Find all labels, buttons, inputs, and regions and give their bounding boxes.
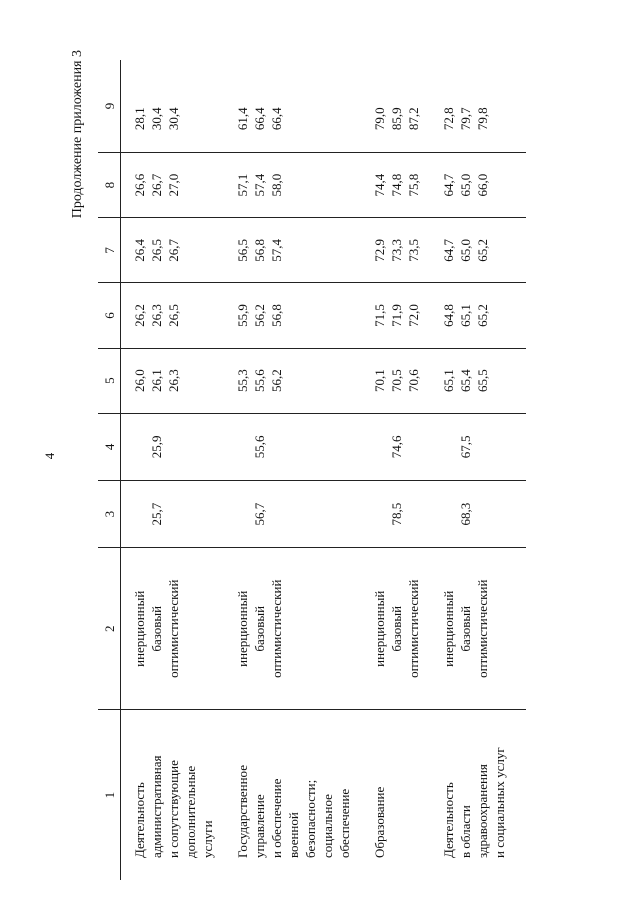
activity-cell <box>121 710 235 880</box>
value: 73,5 <box>406 238 421 262</box>
value: 25,7 <box>149 502 164 526</box>
value: 71,9 <box>389 304 404 327</box>
value: 72,8 <box>441 107 456 131</box>
column-header: 1 <box>98 710 121 880</box>
activity-line: управление <box>252 794 267 858</box>
scenario-cell <box>121 548 235 710</box>
column-header: 3 <box>98 481 121 548</box>
value: 65,2 <box>475 304 490 327</box>
value: 74,4 <box>372 173 387 197</box>
value: 72,0 <box>406 304 421 327</box>
value: 79,7 <box>458 107 473 131</box>
scenario-line: базовый <box>252 605 267 652</box>
value: 26,0 <box>132 369 147 393</box>
continuation-title: Продолжение приложения 3 <box>70 50 85 219</box>
activity-cell <box>234 710 371 880</box>
value: 26,6 <box>132 173 147 197</box>
activity-line: и обеспечение <box>269 778 284 858</box>
value-cell <box>234 413 371 480</box>
scenario-cell <box>440 548 526 710</box>
value: 65,0 <box>458 238 473 262</box>
activity-line: безопасности; <box>303 779 318 858</box>
value: 64,8 <box>441 304 456 327</box>
column-header: 2 <box>98 548 121 710</box>
value-cell <box>121 60 235 153</box>
value-cell <box>234 153 371 218</box>
value: 26,5 <box>149 238 164 262</box>
value: 55,3 <box>235 369 250 393</box>
table-row <box>121 60 235 880</box>
value: 70,6 <box>406 369 421 393</box>
value: 56,8 <box>252 238 267 262</box>
value-cell <box>234 283 371 348</box>
column-header: 7 <box>98 218 121 283</box>
scenario-line: инерционный <box>235 590 250 667</box>
value: 26,2 <box>132 304 147 327</box>
value: 85,9 <box>389 107 404 131</box>
value: 65,2 <box>475 238 490 262</box>
value-cell <box>440 413 526 480</box>
value: 70,5 <box>389 369 404 393</box>
value: 66,0 <box>475 173 490 197</box>
value-cell <box>440 481 526 548</box>
value: 28,1 <box>132 107 147 131</box>
value: 26,3 <box>166 369 181 393</box>
value-cell <box>440 283 526 348</box>
scenario-line: базовый <box>458 605 473 652</box>
value: 55,6 <box>252 369 267 393</box>
activity-line: и социальных услуг <box>492 747 507 858</box>
value-cell <box>234 481 371 548</box>
value: 27,0 <box>166 173 181 197</box>
column-header: 5 <box>98 348 121 413</box>
column-header: 6 <box>98 283 121 348</box>
table-header <box>98 60 121 880</box>
value: 26,3 <box>149 304 164 327</box>
scenario-line: инерционный <box>372 590 387 667</box>
table-row <box>234 60 371 880</box>
value: 56,8 <box>269 304 284 327</box>
column-header: 8 <box>98 153 121 218</box>
value: 57,1 <box>235 173 250 197</box>
value: 55,9 <box>235 304 250 327</box>
page-number: 4 <box>42 452 57 460</box>
value: 26,1 <box>149 369 164 393</box>
value-cell <box>371 218 440 283</box>
value: 57,4 <box>252 173 267 197</box>
activity-line: Деятельность <box>132 782 147 858</box>
value: 68,3 <box>458 502 473 526</box>
value: 65,0 <box>458 173 473 197</box>
rotated-table-page <box>70 40 610 880</box>
column-header: 9 <box>98 60 121 153</box>
activity-line: административная <box>149 755 164 858</box>
activity-line: Деятельность <box>441 782 456 858</box>
activity-line: Образование <box>372 786 387 858</box>
value-cell <box>121 481 235 548</box>
value-cell <box>121 348 235 413</box>
scenario-line: базовый <box>389 605 404 652</box>
value: 79,0 <box>372 107 387 131</box>
activity-line: обеспечение <box>337 788 352 858</box>
scenario-line: оптимистический <box>269 579 284 678</box>
activity-cell <box>440 710 526 880</box>
value: 87,2 <box>406 107 421 131</box>
value: 72,9 <box>372 238 387 262</box>
value: 57,4 <box>269 238 284 262</box>
value: 73,3 <box>389 238 404 262</box>
value-cell <box>371 481 440 548</box>
activity-line: социальное <box>320 794 335 858</box>
value-cell <box>121 283 235 348</box>
value: 56,5 <box>235 238 250 262</box>
value-cell <box>440 218 526 283</box>
activity-line: здравоохранения <box>475 764 490 858</box>
value: 26,5 <box>166 304 181 327</box>
table-row <box>371 60 440 880</box>
value: 64,7 <box>441 238 456 262</box>
value: 67,5 <box>458 435 473 459</box>
value: 65,1 <box>458 304 473 327</box>
scenario-line: базовый <box>149 605 164 652</box>
value: 30,4 <box>149 107 164 131</box>
value: 70,1 <box>372 369 387 393</box>
value-cell <box>440 153 526 218</box>
column-header: 4 <box>98 413 121 480</box>
value: 78,5 <box>389 502 404 526</box>
value-cell <box>121 413 235 480</box>
value-cell <box>371 153 440 218</box>
value: 30,4 <box>166 107 181 131</box>
value: 65,5 <box>475 369 490 393</box>
table-row <box>440 60 526 880</box>
value: 65,1 <box>441 369 456 393</box>
activity-line: Государственное <box>235 765 250 858</box>
value-cell <box>234 348 371 413</box>
value-cell <box>121 153 235 218</box>
activity-line: в области <box>458 805 473 858</box>
value-cell <box>234 60 371 153</box>
activity-line: дополнительные <box>183 765 198 858</box>
scenario-line: оптимистический <box>166 579 181 678</box>
value: 55,6 <box>252 435 267 459</box>
value-cell <box>440 60 526 153</box>
value-cell <box>371 283 440 348</box>
scenario-line: инерционный <box>132 590 147 667</box>
scenario-line: оптимистический <box>475 579 490 678</box>
scenario-cell <box>234 548 371 710</box>
value: 26,7 <box>166 238 181 262</box>
value: 64,7 <box>441 173 456 197</box>
scenario-cell <box>371 548 440 710</box>
value: 79,8 <box>475 107 490 131</box>
value: 26,4 <box>132 238 147 262</box>
activity-line: и сопутствующие <box>166 760 181 858</box>
value-cell <box>440 348 526 413</box>
value: 61,4 <box>235 107 250 131</box>
value: 75,8 <box>406 173 421 197</box>
value-cell <box>234 218 371 283</box>
value: 56,7 <box>252 502 267 526</box>
value: 56,2 <box>269 369 284 393</box>
activity-line: военной <box>286 812 301 858</box>
activity-cell <box>371 710 440 880</box>
activity-line: услуги <box>200 820 215 858</box>
value: 56,2 <box>252 304 267 327</box>
value: 74,8 <box>389 173 404 197</box>
value: 74,6 <box>389 435 404 459</box>
value-cell <box>371 413 440 480</box>
value: 58,0 <box>269 173 284 197</box>
value-cell <box>121 218 235 283</box>
value: 71,5 <box>372 304 387 327</box>
value: 26,7 <box>149 173 164 197</box>
table-body <box>121 60 527 880</box>
value: 66,4 <box>252 107 267 131</box>
value-cell <box>371 60 440 153</box>
value-cell <box>371 348 440 413</box>
value: 66,4 <box>269 107 284 131</box>
data-table <box>98 60 526 880</box>
value: 65,4 <box>458 369 473 393</box>
scenario-line: инерционный <box>441 590 456 667</box>
value: 25,9 <box>149 435 164 459</box>
scenario-line: оптимистический <box>406 579 421 678</box>
